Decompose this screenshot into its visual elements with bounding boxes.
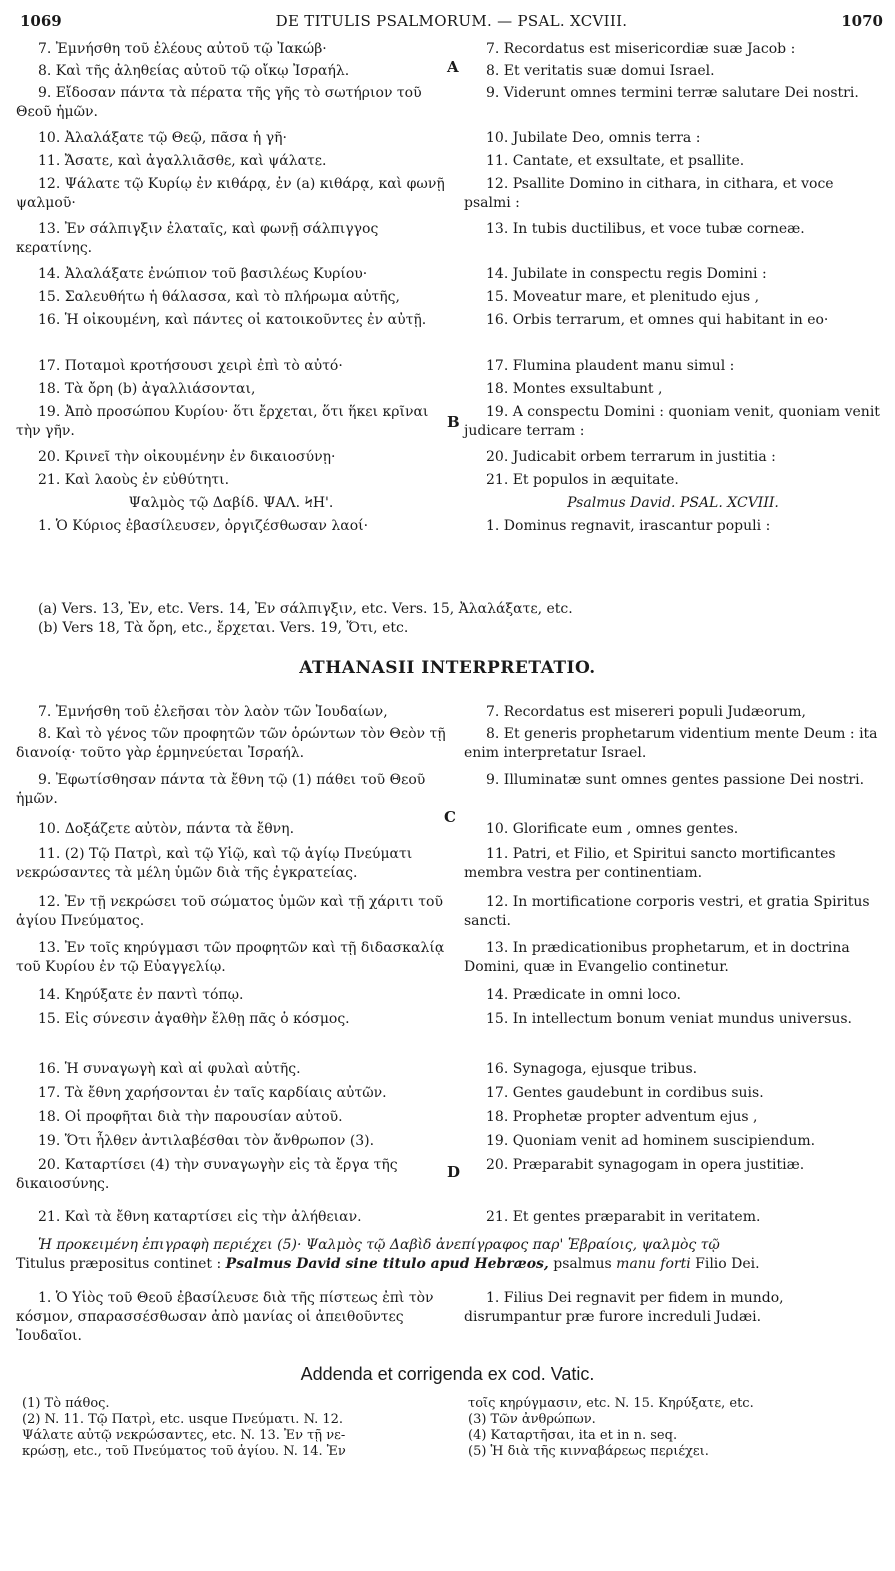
latin-verse: 19. Quoniam venit ad hominem suscipiendum. [486,1133,816,1149]
latin-verse: 21. Et gentes præparabit in veritatem. [486,1209,761,1225]
running-title: DE TITULIS PSALMORUM. — PSAL. XCVIII. [275,12,628,30]
latin-verse: 12. Psallite Domino in cithara, in cithara, et voce psalmi : [464,176,834,211]
greek-verse: 20. Κρινεῖ τὴν οἰκουμένην ἐν δικαιοσύνῃ· [38,449,336,465]
addenda-line: Ψάλατε αὐτῷ νεκρώσαντες, etc. N. 13. Ἐν τῇ νε- [22,1428,346,1443]
addenda-line: (2) N. 11. Τῷ Πατρὶ, etc. usque Πνεύματι. N. 12. [22,1412,344,1427]
latin-verse: 16. Orbis terrarum, et omnes qui habitant in eo· [486,312,829,328]
page-number-right: 1070 [841,12,883,30]
greek-verse: 19. Ἀπὸ προσώπου Κυρίου· ὅτι ἔρχεται, ὅτι ἥκει κρῖναι τὴν γῆν. [16,404,429,439]
latin-verse: 1. Dominus regnavit, irascantur populi : [486,518,771,534]
title-note-greek: Ἡ προκειμένη ἐπιγραφὴ περιέχει (5)· Ψαλμὸς τῷ Δαβὶδ ἀνεπίγραφος παρ' Ἑβραίοις, ψαλμὸς τῷ [38,1237,720,1253]
greek-verse: 9. Εἴδοσαν πάντα τὰ πέρατα τῆς γῆς τὸ σωτήριον τοῦ Θεοῦ ἡμῶν. [16,85,422,120]
greek-verse: 14. Ἀλαλάξατε ἐνώπιον τοῦ βασιλέως Κυρίου· [38,266,368,282]
greek-verse: 11. (2) Τῷ Πατρὶ, καὶ τῷ Υἱῷ, καὶ τῷ ἁγίῳ Πνεύματι νεκρώσαντες τὰ μέλη ὑμῶν διὰ τῆς ἐγκρατείας. [16,846,413,881]
latin-verse: 14. Jubilate in conspectu regis Domini : [486,266,767,282]
addenda-title: Addenda et corrigenda ex cod. Vatic. [300,1364,595,1384]
latin-verse: 18. Prophetæ propter adventum ejus , [486,1109,758,1125]
greek-verse: 21. Καὶ λαοὺς ἐν εὐθύτητι. [38,472,230,488]
greek-verse: 8. Καὶ τὸ γένος τῶν προφητῶν τῶν ὁρώντων τὸν Θεὸν τῇ διανοίᾳ· τοῦτο γὰρ ἑρμηνεύεται Ἰσραήλ. [16,726,446,761]
variant-note: (b) Vers 18, Τὰ ὄρη, etc., ἔρχεται. Vers. 19, Ὅτι, etc. [38,620,409,636]
addenda-line: τοῖς κηρύγμασιν, etc. N. 15. Κηρύξατε, etc. [468,1396,754,1411]
variant-notes [38,600,888,638]
margin-mark-d: D [447,1163,461,1181]
greek-verse: 12. Ἐν τῇ νεκρώσει τοῦ σώματος ὑμῶν καὶ τῇ χάριτι τοῦ ἁγίου Πνεύματος. [16,894,443,929]
latin-verse: 1. Filius Dei regnavit per fidem in mundo, disrumpantur præ furore increduli Judæi. [464,1290,784,1325]
greek-verse: 18. Οἱ προφῆται διὰ τὴν παρουσίαν αὐτοῦ. [38,1109,343,1125]
latin-verse: 12. In mortificatione corporis vestri, et gratia Spiritus sancti. [464,894,870,929]
greek-verse: 10. Ἀλαλάξατε τῷ Θεῷ, πᾶσα ἡ γῆ· [38,130,287,146]
latin-verse: 15. Moveatur mare, et plenitudo ejus , [486,289,760,305]
greek-verse: 13. Ἐν σάλπιγξιν ἐλαταῖς, καὶ φωνῇ σάλπιγγος κερατίνης. [16,221,379,256]
latin-verse: 19. A conspectu Domini : quoniam venit, quoniam venit judicare terram : [464,404,880,439]
section-title: ATHANASII INTERPRETATIO. [299,658,596,678]
greek-verse: 16. Ἡ οἰκουμένη, καὶ πάντες οἱ κατοικοῦντες ἐν αὐτῇ. [38,312,427,328]
addenda-line: κρώσῃ, etc., τοῦ Πνεύματος τοῦ ἁγίου. N. 14. Ἐν [22,1444,346,1459]
latin-verse: 20. Præparabit synagogam in opera justitiæ. [486,1157,805,1173]
addenda-line: (3) Τῶν ἀνθρώπων. [468,1412,596,1427]
latin-verse: 20. Judicabit orbem terrarum in justitia : [486,449,776,465]
latin-verse: 17. Flumina plaudent manu simul : [486,358,735,374]
latin-psalm-title: Psalmus David. PSAL. XCVIII. [567,495,779,511]
latin-verse: 8. Et veritatis suæ domui Israel. [486,63,715,79]
addenda-line: (5) Ἡ διὰ τῆς κινναβάρεως περιέχει. [468,1444,709,1459]
latin-verse: 13. In tubis ductilibus, et voce tubæ corneæ. [486,221,805,237]
margin-mark-c: C [444,808,456,826]
greek-verse: 7. Ἐμνήσθη τοῦ ἐλεῆσαι τὸν λαὸν τῶν Ἰουδαίων, [38,704,388,720]
greek-verse: 17. Ποταμοὶ κροτήσουσι χειρὶ ἐπὶ τὸ αὐτό· [38,358,343,374]
latin-verse: 10. Jubilate Deo, omnis terra : [486,130,701,146]
greek-verse: 17. Τὰ ἔθνη χαρήσονται ἐν ταῖς καρδίαις αὐτῶν. [38,1085,387,1101]
greek-verse: 14. Κηρύξατε ἐν παντὶ τόπῳ. [38,987,244,1003]
title-note [16,1236,882,1274]
latin-verse: 18. Montes exsultabunt , [486,381,663,397]
latin-verse: 8. Et generis prophetarum videntium mente Deum : ita enim interpretatur Israel. [464,726,878,761]
latin-verse: 11. Patri, et Filio, et Spiritui sancto mortificantes membra vestra per continentiam. [464,846,836,881]
variant-note: (a) Vers. 13, Ἐν, etc. Vers. 14, Ἐν σάλπιγξιν, etc. Vers. 15, Ἀλαλάξατε, etc. [38,601,573,617]
greek-verse: 19. Ὅτι ἦλθεν ἀντιλαβέσθαι τὸν ἄνθρωπον (3). [38,1133,375,1149]
margin-mark-b: B [447,413,460,431]
greek-psalm-title: Ψαλμὸς τῷ Δαβίδ. ΨΑΛ. ϞΗ'. [128,495,334,511]
greek-verse: 8. Καὶ τῆς ἀληθείας αὐτοῦ τῷ οἴκῳ Ἰσραήλ. [38,63,350,79]
latin-verse: 16. Synagoga, ejusque tribus. [486,1061,698,1077]
latin-verse: 9. Illuminatæ sunt omnes gentes passione Dei nostri. [486,772,865,788]
greek-verse: 18. Τὰ ὄρη (b) ἀγαλλιάσονται, [38,381,256,397]
latin-verse: 9. Viderunt omnes termini terræ salutare Dei nostri. [486,85,859,101]
greek-verse: 10. Δοξάζετε αὐτὸν, πάντα τὰ ἔθνη. [38,821,295,837]
latin-verse: 15. In intellectum bonum veniat mundus universus. [486,1011,852,1027]
running-header [20,12,883,34]
greek-verse: 16. Ἡ συναγωγὴ καὶ αἱ φυλαὶ αὐτῆς. [38,1061,301,1077]
latin-verse: 7. Recordatus est misereri populi Judæorum, [486,704,806,720]
latin-verse: 13. In prædicationibus prophetarum, et in doctrina Domini, quæ in Evangelio continetur. [464,940,850,975]
addenda-right [468,1396,882,1460]
latin-verse: 17. Gentes gaudebunt in cordibus suis. [486,1085,764,1101]
greek-verse: 21. Καὶ τὰ ἔθνη καταρτίσει εἰς τὴν ἀλήθειαν. [38,1209,362,1225]
page-number-left: 1069 [20,12,62,30]
title-note-latin: Titulus præpositus continet : Psalmus David sine titulo apud Hebræos, psalmus manu forti Filio Dei. [16,1256,760,1272]
greek-verse: 7. Ἐμνήσθη τοῦ ἐλέους αὐτοῦ τῷ Ἰακώβ· [38,41,327,57]
addenda-left [22,1396,462,1460]
greek-verse: 11. Ἄσατε, καὶ ἀγαλλιᾶσθε, καὶ ψάλατε. [38,153,327,169]
greek-verse: 9. Ἐφωτίσθησαν πάντα τὰ ἔθνη τῷ (1) πάθει τοῦ Θεοῦ ἡμῶν. [16,772,426,807]
latin-verse: 7. Recordatus est misericordiæ suæ Jacob : [486,41,796,57]
latin-verse: 21. Et populos in æquitate. [486,472,679,488]
greek-verse: 15. Εἰς σύνεσιν ἀγαθὴν ἔλθῃ πᾶς ὁ κόσμος. [38,1011,350,1027]
greek-verse: 15. Σαλευθήτω ἡ θάλασσα, καὶ τὸ πλήρωμα αὐτῆς, [38,289,400,305]
greek-verse: 1. Ὁ Υἱὸς τοῦ Θεοῦ ἐβασίλευσε διὰ τῆς πίστεως ἐπὶ τὸν κόσμον, σπαρασσέσθωσαν ἀπὸ μανίας οἱ ἀπειθοῦντες Ἰουδαῖοι. [16,1290,434,1344]
addenda-line: (1) Τὸ πάθος. [22,1396,110,1411]
greek-verse: 13. Ἐν τοῖς κηρύγμασι τῶν προφητῶν καὶ τῇ διδασκαλίᾳ τοῦ Κυρίου ἐν τῷ Εὐαγγελίῳ. [16,940,445,975]
latin-verse: 11. Cantate, et exsultate, et psallite. [486,153,745,169]
latin-verse: 10. Glorificate eum , omnes gentes. [486,821,739,837]
greek-verse: 12. Ψάλατε τῷ Κυρίῳ ἐν κιθάρᾳ, ἐν (a) κιθάρᾳ, καὶ φωνῇ ψαλμοῦ· [16,176,445,211]
latin-verse: 14. Prædicate in omni loco. [486,987,681,1003]
greek-verse: 20. Καταρτίσει (4) τὴν συναγωγὴν εἰς τὰ ἔργα τῆς δικαιοσύνης. [16,1157,398,1192]
greek-verse: 1. Ὁ Κύριος ἐβασίλευσεν, ὀργιζέσθωσαν λαοί· [38,518,369,534]
margin-mark-a: A [447,58,459,76]
addenda-line: (4) Καταρτῆσαι, ita et in n. seq. [468,1428,678,1443]
